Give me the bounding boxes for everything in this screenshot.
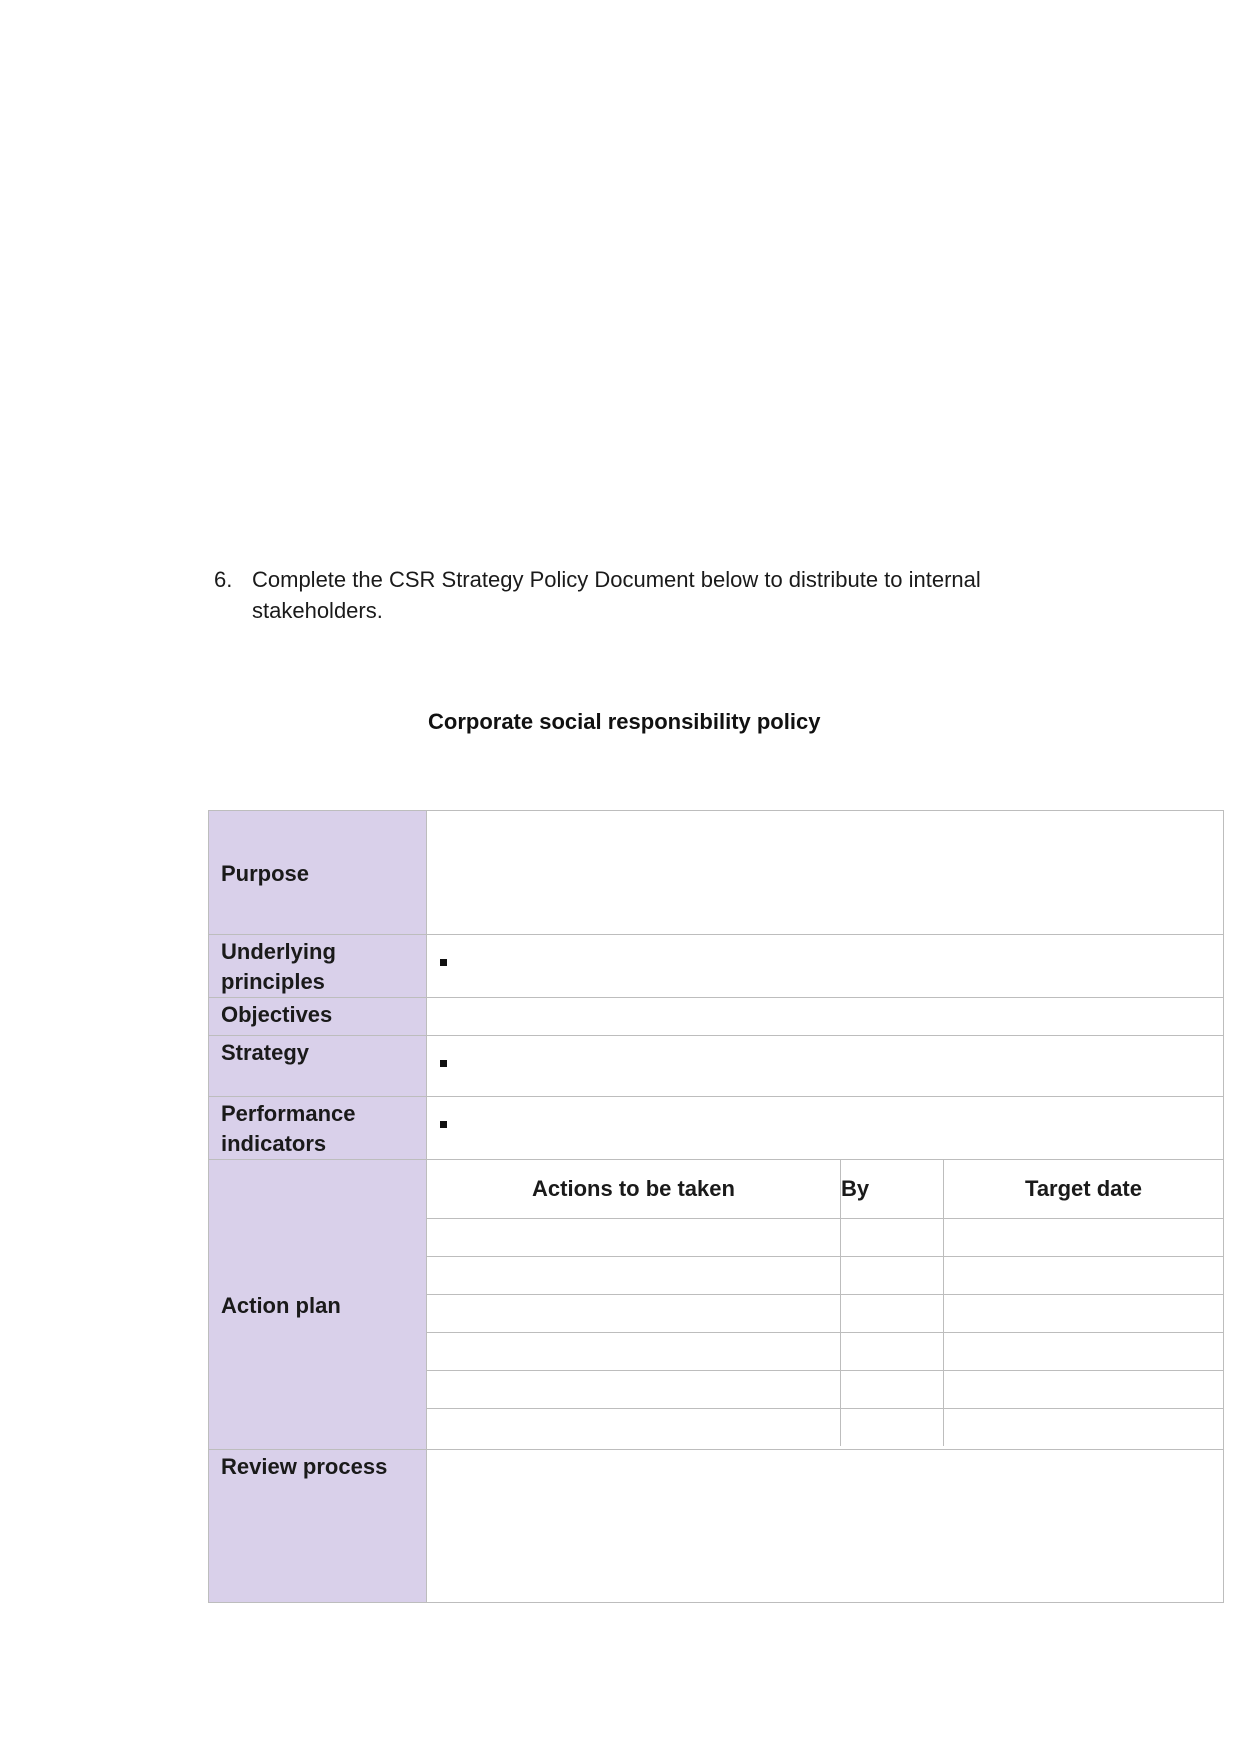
table-row [427,1409,1223,1447]
review-process-label: Review process [209,1450,427,1603]
table-row [427,1371,1223,1409]
by-cell[interactable] [841,1333,944,1371]
policy-title: Corporate social responsibility policy [428,709,821,734]
purpose-label: Purpose [209,811,427,935]
action-cell[interactable] [427,1333,841,1371]
objectives-label: Objectives [209,998,427,1036]
bullet-icon [440,1121,447,1128]
table-row [427,1333,1223,1371]
action-cell[interactable] [427,1257,841,1295]
by-cell[interactable] [841,1257,944,1295]
target-date-cell[interactable] [944,1371,1224,1409]
by-header: By [841,1160,944,1219]
action-cell[interactable] [427,1295,841,1333]
performance-indicators-field[interactable] [427,1097,1224,1160]
policy-table [208,810,1224,1603]
by-cell[interactable] [841,1371,944,1409]
question-6 [214,564,1034,626]
underlying-principles-field[interactable] [427,935,1224,998]
target-date-cell[interactable] [944,1295,1224,1333]
target-date-cell[interactable] [944,1257,1224,1295]
purpose-field[interactable] [427,811,1224,935]
action-plan-label: Action plan [209,1160,427,1450]
by-cell[interactable] [841,1409,944,1447]
performance-indicators-label: Performance indicators [209,1097,427,1160]
target-date-cell[interactable] [944,1219,1224,1257]
underlying-principles-label: Underlying principles [209,935,427,998]
bullet-icon [440,1060,447,1067]
strategy-field[interactable] [427,1036,1224,1097]
actions-header: Actions to be taken [427,1160,841,1219]
review-process-field[interactable] [427,1450,1224,1603]
strategy-label: Strategy [209,1036,427,1097]
bullet-icon [440,959,447,966]
by-cell[interactable] [841,1295,944,1333]
objectives-field[interactable] [427,998,1224,1036]
action-plan-table [427,1160,1223,1446]
table-row [427,1257,1223,1295]
table-row [427,1295,1223,1333]
target-date-cell[interactable] [944,1409,1224,1447]
action-cell[interactable] [427,1409,841,1447]
action-plan-field [427,1160,1224,1450]
table-row [427,1219,1223,1257]
question-number: 6. [214,567,233,592]
question-text: Complete the CSR Strategy Policy Document below to distribute to internal stakeholders. [252,567,981,623]
by-cell[interactable] [841,1219,944,1257]
action-cell[interactable] [427,1371,841,1409]
action-cell[interactable] [427,1219,841,1257]
target-date-cell[interactable] [944,1333,1224,1371]
target-date-header: Target date [944,1160,1224,1219]
